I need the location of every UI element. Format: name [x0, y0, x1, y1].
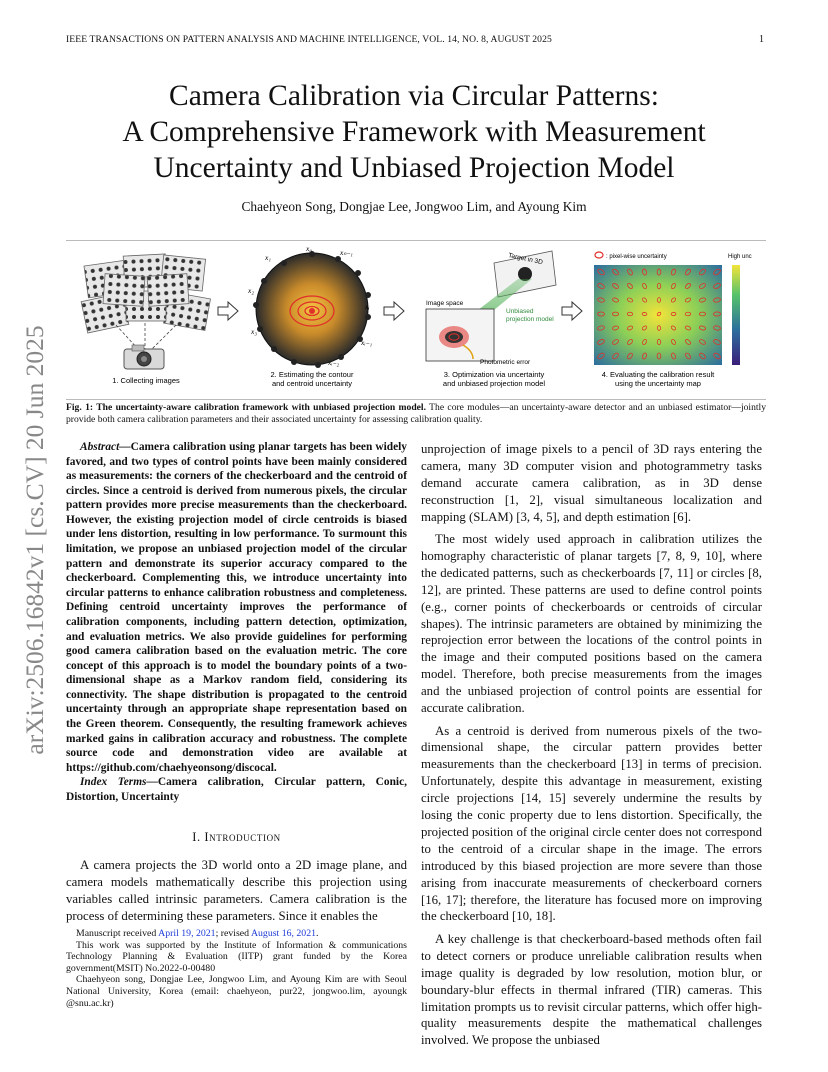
figure-1 — [66, 240, 766, 400]
point-label-xn-1: xₙ₋₁ — [340, 248, 353, 257]
panel-contour-uncertainty — [247, 244, 372, 388]
panel-4-label-line-2: using the uncertainty map — [615, 379, 701, 388]
intro-paragraph-1: A camera projects the 3D world onto a 2D image plane, and camera models mathematically describe this projection using variables called intrinsic parameters. Camera calibration is the process of determining these parameters. Since it enables the — [66, 858, 407, 924]
panel-1-label: 1. Collecting images — [112, 376, 180, 385]
index-terms-label: Index Terms— — [80, 776, 158, 789]
projected-ellipse — [439, 326, 469, 348]
abstract-label: Abstract— — [80, 441, 131, 453]
panel-2-label-line-2: and centroid uncertainty — [271, 379, 353, 388]
title-line-1: Camera Calibration via Circular Patterns: — [169, 80, 659, 112]
author-list: Chaehyeon Song, Dongjae Lee, Jongwoo Lim, and Ayoung Kim — [241, 199, 587, 214]
left-column — [66, 440, 407, 925]
point-label-x3: x₃ — [251, 327, 257, 336]
point-label-x2: x₂ — [248, 286, 254, 295]
arrow-right-icon — [384, 302, 404, 320]
intro-paragraph-4: A key challenge is that checkerboard-based methods often fail to detect corners or produce unreliable calibration results when image quality is degraded by low resolution, motion blur, or boundary-blur effects in thermal infrared (TIR) cameras. This limitation prompts us to revisit circular patterns, which offer high-quality measurements despite the mathematical challenges involved. We propose the unbiased — [421, 931, 762, 1048]
abstract-text: Camera calibration using planar targets has been widely favored, and two types of control points have been mainly considered as measurements: the corners of the checkerboard and the centroid of circles. Since a centroid is derived from numerous pixels, the circular pattern provides more precise measurements than the checkerboard. However, the existing projection model of circle centroids is biased under lens distortion, resulting in low performance. To surmount this limitation, we propose an unbiased projection model of the circular pattern and demonstrate its superior accuracy compared to the checkerboard. Complementing this, we introduce uncertainty into circular patterns to enhance calibration robustness and completeness. Defining centroid uncertainty improves the performance of calibration components, including pattern detection, optimization, and evaluation metrics. We also provide guidelines for performing good camera calibration based on the evaluation metric. The core concept of this approach is to model the boundary points of a two-dimensional shape as a Markov random field, considering its connectivity. The shape distribution is propagated to the centroid uncertainty through an appropriate shape representation based on the Green theorem. Consequently, the resulting framework achieves marked gains in calibration accuracy and robustness. The complete source code and demonstration video are available at https://github.com/chaehyeonsong/discocal. — [66, 441, 407, 774]
received-date-link[interactable]: April 19, 2021 — [158, 928, 216, 939]
manuscript-prefix: Manuscript received — [76, 928, 159, 939]
section-heading-introduction: I. Introduction — [192, 830, 281, 845]
photometric-error-label: Photometric error — [480, 359, 531, 366]
revised-suffix: . — [316, 928, 319, 939]
figure-caption-text: The core modules—an uncertainty-aware detector and an unbiased estimator—jointly provide both camera calibration parameters and their associated uncertainty for assessing calibration quality. — [66, 402, 766, 425]
abstract — [66, 440, 407, 775]
panel-optimization — [426, 251, 556, 388]
panel-collecting-images — [81, 254, 210, 385]
paper-title — [60, 78, 768, 186]
uncertainty-legend-icon — [595, 252, 603, 258]
target-photo-stack — [81, 254, 210, 333]
intro-paragraph-2: The most widely used approach in calibration utilizes the homography characteristic of planar targets [7, 8, 9, 10], where the dedicated patterns, such as checkerboards [7, 11] or circles [8, 12], are printed. These patterns are used to define control points (e.g., corner points of checkerboards or centroids of circular shapes). The intrinsic parameters are obtained by minimizing the reprojection error between the locations of the control points in the image and their computed positions based on the camera model. Therefore, both precise measurements from the images and the unbiased projection of control points are essential for accurate calibration. — [421, 532, 762, 716]
title-line-3: Uncertainty and Unbiased Projection Model — [153, 152, 675, 184]
right-column — [421, 441, 762, 1055]
unbiased-model-label-2: projection model — [506, 316, 554, 323]
figure-caption — [66, 402, 766, 426]
point-label-xi: xᵢ — [365, 302, 370, 311]
footnotes — [66, 928, 407, 1009]
camera-icon — [116, 323, 176, 369]
arxiv-identifier: arXiv:2506.16842v1 [cs.CV] 20 Jun 2025 — [20, 325, 49, 755]
revised-date-link[interactable]: August 16, 2021 — [250, 928, 316, 939]
panel-2-label-line-1: 2. Estimating the contour — [270, 370, 354, 379]
panel-uncertainty-map — [594, 252, 752, 388]
running-head: IEEE TRANSACTIONS ON PATTERN ANALYSIS AND MACHINE INTELLIGENCE, VOL. 14, NO. 8, AUGUST 2025 — [66, 34, 552, 45]
centroid-point — [309, 308, 315, 314]
framework-diagram — [66, 241, 766, 399]
index-terms-text: Camera calibration, Circular pattern, Conic, Distortion, Uncertainty — [66, 776, 408, 803]
index-terms — [66, 775, 407, 804]
target-in-3d-label: Target in 3D — [507, 252, 544, 267]
unbiased-model-label-1: Unbiased — [506, 308, 534, 315]
funding-note: This work was supported by the Institute of Information & communications Technology Planning & Evaluation (IITP) grant funded by the Korea government(MSIT) No.2022-0-00480 — [66, 939, 407, 974]
image-space-label: Image space — [426, 300, 464, 307]
panel-3-label-line-2: and unbiased projection model — [442, 379, 546, 388]
point-label-x1: x₁ — [265, 253, 271, 262]
intro-paragraph-continued: unprojection of image pixels to a pencil of 3D rays entering the camera, many 3D computer vision and photogrammetry tasks demand accurate camera calibration, as in 3D dense reconstruction [1, 2], visual simultaneous localization and mapping (SLAM) [3, 4, 5], and depth estimation [6]. — [421, 442, 762, 524]
point-label-xi-2: xᵢ₋₂ — [328, 358, 340, 367]
uncertainty-legend-label: : pixel-wise uncertainty — [606, 254, 667, 260]
panel-4-label-line-1: 4. Evaluating the calibration result — [601, 370, 715, 379]
affiliation-note: Chaehyeon song, Dongjae Lee, Jongwoo Lim, and Ayoung Kim are with Seoul National University, Korea (email: chaehyeon, pur22, jongwoo.lim, ayoungk @snu.ac.kr) — [66, 974, 407, 1009]
arrow-right-icon — [562, 302, 582, 320]
arxiv-side-stamp — [20, 300, 50, 780]
point-label-xi-1: xᵢ₋₁ — [361, 338, 373, 347]
manuscript-note — [66, 928, 407, 940]
figure-caption-label: Fig. 1: The uncertainty-aware calibration framework with unbiased projection model. — [66, 402, 426, 413]
point-label-x0: x₀ — [306, 244, 312, 253]
title-line-2: A Comprehensive Framework with Measurement — [122, 116, 706, 148]
high-uncertainty-label: High unc — [728, 254, 752, 260]
intro-paragraph-3: As a centroid is derived from numerous pixels of the two-dimensional shape, the circular pattern provides better measurements than the checkerboard [13] in terms of precision. Unfortunately, despite this advantage in measurement, existing circle projections [14, 15] severely undermine the results by losing the conic property due to lens distortion. Specifically, the projected position of the original circle center does not correspond to the centroid of a circular shape in the image. The errors introduced by this biased projection are more severe than those arising from inaccurate measurements of checkerboard corners [16, 17]; therefore, the literature has focused more on improving the checkerboard [10, 18]. — [421, 723, 762, 924]
panel-3-label-line-1: 3. Optimization via uncertainty — [443, 370, 545, 379]
revised-prefix: ; revised — [215, 928, 251, 939]
uncertainty-color-bar — [732, 265, 740, 365]
arrow-right-icon — [218, 302, 238, 320]
page-number: 1 — [759, 34, 764, 45]
